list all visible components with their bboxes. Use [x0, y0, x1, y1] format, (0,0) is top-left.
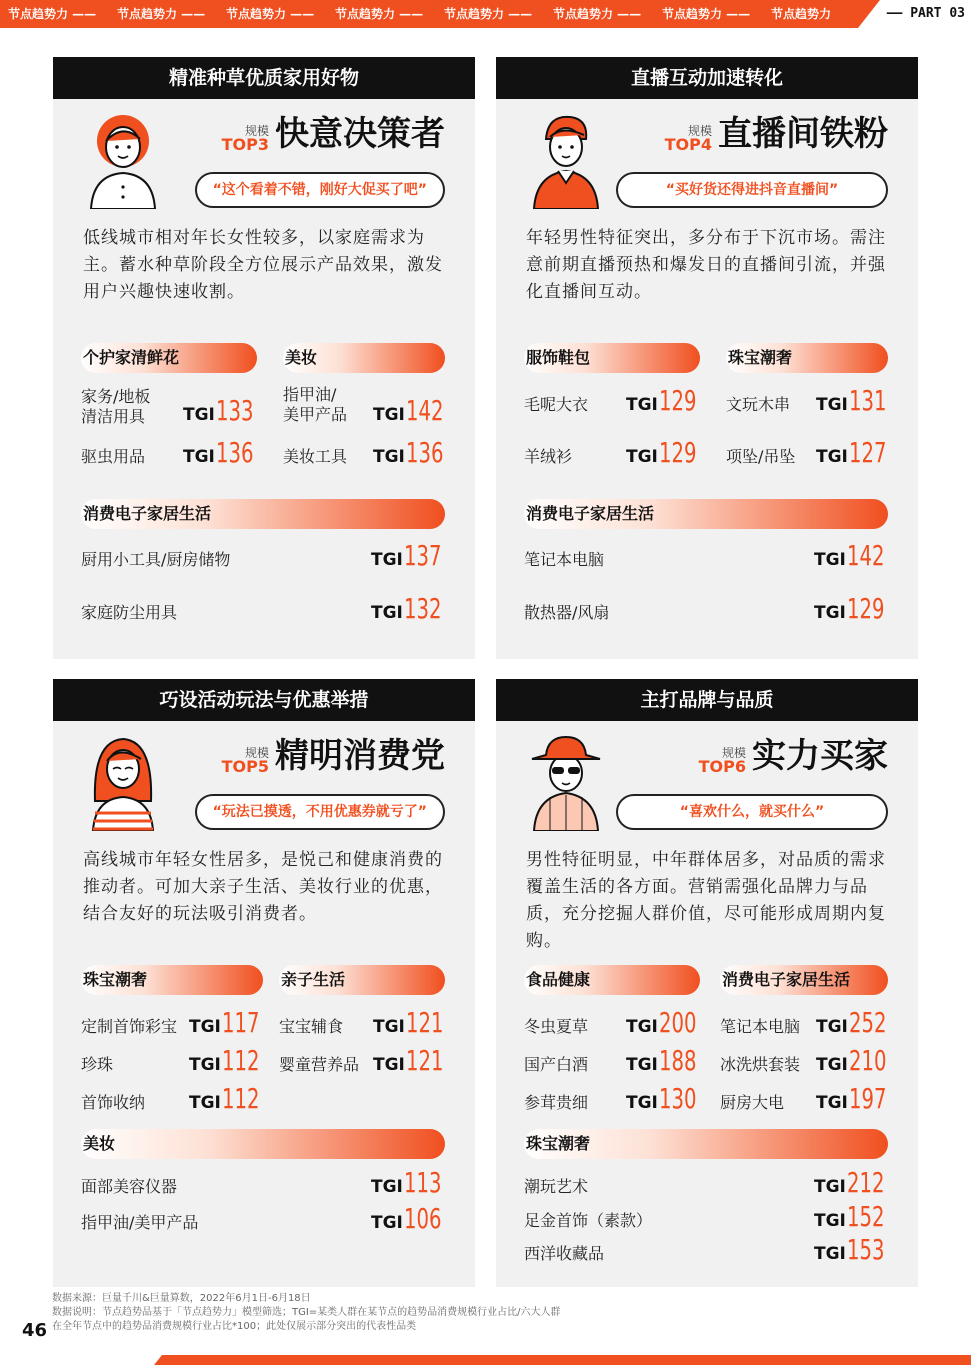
- tgi-value: [814, 592, 895, 625]
- tgi-prefix: TGI: [816, 1093, 848, 1113]
- banner-item: 节点趋势力 ——: [8, 7, 97, 21]
- category-pill: [720, 965, 888, 995]
- category-pill: [81, 1129, 445, 1159]
- tgi-prefix: TGI: [626, 395, 658, 415]
- tgi-value: [814, 1200, 895, 1233]
- tgi-number: 129: [658, 436, 697, 469]
- tgi-prefix: TGI: [626, 1055, 658, 1075]
- tgi-prefix: TGI: [626, 447, 658, 467]
- tgi-number: 252: [848, 1006, 887, 1039]
- category-label: 珠宝潮奢: [526, 1134, 591, 1153]
- category-label: 消费电子家居生活: [526, 504, 655, 523]
- tgi-value: [373, 1006, 454, 1039]
- tgi-value: [189, 1044, 270, 1077]
- rank-label: TOP4: [664, 135, 712, 154]
- tgi-prefix: TGI: [189, 1017, 221, 1037]
- banner-item: 节点趋势力 ——: [662, 7, 751, 21]
- tgi-prefix: TGI: [814, 1211, 846, 1231]
- persona-tag: [222, 115, 445, 153]
- card-header: 精准种草优质家用好物: [53, 57, 475, 99]
- tgi-prefix: TGI: [814, 603, 846, 623]
- card-header: 直播互动加速转化: [496, 57, 918, 99]
- banner-item: 节点趋势力 ——: [335, 7, 424, 21]
- top-banner: [0, 0, 971, 28]
- item-name: 驱虫用品: [81, 447, 146, 466]
- page-number: 46: [22, 1320, 48, 1341]
- item-name: 厨房大电: [720, 1093, 785, 1112]
- tgi-value: [626, 1006, 707, 1039]
- card-top6: [496, 679, 918, 1287]
- scale-label: 规模: [687, 124, 712, 138]
- tgi-prefix: TGI: [814, 1177, 846, 1197]
- tgi-number: 200: [658, 1006, 697, 1039]
- top-banner-items: [8, 5, 880, 22]
- category-label: 消费电子家居生活: [722, 970, 851, 989]
- category-label: 服饰鞋包: [526, 348, 591, 367]
- tgi-number: 112: [221, 1082, 260, 1115]
- persona-quote: “喜欢什么，就买什么”: [616, 794, 888, 830]
- tgi-number: 121: [405, 1006, 444, 1039]
- item-name: 冬虫夏草: [524, 1017, 589, 1036]
- tgi-prefix: TGI: [373, 447, 405, 467]
- category-pill: [524, 499, 888, 529]
- tgi-prefix: TGI: [626, 1093, 658, 1113]
- tgi-number: 130: [658, 1082, 697, 1115]
- category-pill: [524, 965, 700, 995]
- persona-tag: [665, 115, 888, 153]
- tgi-prefix: TGI: [371, 1213, 403, 1233]
- item-name: 家务/地板 清洁用具: [81, 387, 151, 426]
- tgi-prefix: TGI: [371, 550, 403, 570]
- tgi-number: 210: [848, 1044, 887, 1077]
- item-name: 笔记本电脑: [720, 1017, 801, 1036]
- tgi-prefix: TGI: [816, 395, 848, 415]
- tgi-prefix: TGI: [816, 447, 848, 467]
- category-pill: [81, 343, 257, 373]
- banner-item: 节点趋势力 ——: [553, 7, 642, 21]
- tgi-number: 188: [658, 1044, 697, 1077]
- card-top5: [53, 679, 475, 1287]
- rank-label: TOP6: [698, 757, 746, 776]
- tgi-value: [816, 1082, 897, 1115]
- persona-description: 低线城市相对年长女性较多，以家庭需求为主。蓄水种草阶段全方位展示产品效果，激发用户兴趣快速收割。: [83, 228, 443, 302]
- item-name: 指甲油/ 美甲产品: [283, 385, 348, 424]
- tgi-value: [816, 1044, 897, 1077]
- tgi-number: 142: [405, 394, 444, 427]
- category-pill: [524, 343, 700, 373]
- category-label: 美妆: [83, 1134, 116, 1153]
- item-name: 项坠/吊坠: [726, 447, 796, 466]
- tgi-prefix: TGI: [814, 1244, 846, 1264]
- item-name: 指甲油/美甲产品: [81, 1213, 199, 1232]
- tgi-number: 131: [848, 384, 887, 417]
- banner-item: 节点趋势力 ——: [117, 7, 206, 21]
- item-name: 国产白酒: [524, 1055, 589, 1074]
- tgi-prefix: TGI: [816, 1055, 848, 1075]
- tgi-value: [816, 436, 897, 469]
- category-label: 珠宝潮奢: [83, 970, 148, 989]
- card-header: 主打品牌与品质: [496, 679, 918, 721]
- category-label: 亲子生活: [281, 970, 346, 989]
- tgi-number: 133: [215, 394, 254, 427]
- banner-item: 节点趋势力: [771, 7, 832, 21]
- tgi-value: [371, 592, 452, 625]
- item-name: 美妆工具: [283, 447, 348, 466]
- category-label: 个护家清鲜花: [83, 348, 180, 367]
- tgi-number: 212: [846, 1166, 885, 1199]
- persona-tag: [222, 737, 445, 775]
- tgi-prefix: TGI: [183, 447, 215, 467]
- tgi-prefix: TGI: [373, 405, 405, 425]
- item-name: 笔记本电脑: [524, 550, 605, 569]
- tgi-number: 152: [846, 1200, 885, 1233]
- scale-label: 规模: [721, 746, 746, 760]
- tgi-number: 117: [221, 1006, 260, 1039]
- tgi-number: 112: [221, 1044, 260, 1077]
- tgi-number: 121: [405, 1044, 444, 1077]
- item-name: 散热器/风扇: [524, 603, 610, 622]
- rank-label: TOP5: [221, 757, 269, 776]
- scale-label: 规模: [244, 124, 269, 138]
- item-name: 西洋收藏品: [524, 1244, 605, 1263]
- category-pill: [283, 343, 445, 373]
- persona-name: 直播间铁粉: [718, 114, 888, 154]
- tgi-value: [183, 436, 264, 469]
- tgi-value: [371, 1166, 452, 1199]
- tgi-value: [626, 1044, 707, 1077]
- footnote-source: 数据来源：巨量千川&巨量算数，2022年6月1日-6月18日: [52, 1293, 311, 1304]
- tgi-number: 136: [215, 436, 254, 469]
- tgi-value: [626, 436, 707, 469]
- item-name: 足金首饰（素款）: [524, 1211, 653, 1230]
- persona-tag: [699, 737, 888, 775]
- item-name: 潮玩艺术: [524, 1177, 589, 1196]
- item-name: 定制首饰彩宝: [81, 1017, 178, 1036]
- item-name: 毛呢大衣: [524, 395, 589, 414]
- item-name: 珍珠: [81, 1055, 114, 1074]
- category-label: 食品健康: [526, 970, 591, 989]
- category-pill: [726, 343, 888, 373]
- item-name: 家庭防尘用具: [81, 603, 178, 622]
- persona-quote: “买好货还得进抖音直播间”: [616, 172, 888, 208]
- tgi-number: 197: [848, 1082, 887, 1115]
- tgi-value: [183, 394, 264, 427]
- tgi-prefix: TGI: [189, 1093, 221, 1113]
- persona-quote: “这个看着不错，刚好大促买了吧”: [195, 172, 445, 208]
- tgi-number: 137: [403, 539, 442, 572]
- tgi-number: 129: [658, 384, 697, 417]
- tgi-prefix: TGI: [189, 1055, 221, 1075]
- tgi-value: [373, 436, 454, 469]
- persona-description: 男性特征明显，中年群体居多，对品质的需求覆盖生活的各方面。营销需强化品牌力与品质，充分挖掘人群价值，尽可能形成周期内复购。: [526, 850, 886, 951]
- item-name: 冰洗烘套装: [720, 1055, 801, 1074]
- item-name: 宝宝辅食: [279, 1017, 344, 1036]
- footnote: [52, 1292, 561, 1334]
- category-label: 珠宝潮奢: [728, 348, 793, 367]
- category-pill: [524, 1129, 888, 1159]
- banner-item: 节点趋势力 ——: [226, 7, 315, 21]
- tgi-value: [814, 539, 895, 572]
- tgi-number: 106: [403, 1202, 442, 1235]
- banner-item: 节点趋势力 ——: [444, 7, 533, 21]
- tgi-number: 132: [403, 592, 442, 625]
- tgi-prefix: TGI: [183, 405, 215, 425]
- category-label: 美妆: [285, 348, 318, 367]
- tgi-value: [626, 1082, 707, 1115]
- item-name: 参茸贵细: [524, 1093, 589, 1112]
- persona-quote: “玩法已摸透，不用优惠券就亏了”: [195, 794, 445, 830]
- persona-name: 精明消费党: [275, 736, 445, 776]
- tgi-value: [814, 1166, 895, 1199]
- tgi-prefix: TGI: [373, 1055, 405, 1075]
- tgi-value: [371, 1202, 452, 1235]
- card-top4: [496, 57, 918, 659]
- young-man-avatar-icon: [526, 109, 606, 209]
- tgi-prefix: TGI: [371, 603, 403, 623]
- rank-label: TOP3: [221, 135, 269, 154]
- tgi-number: 142: [846, 539, 885, 572]
- tgi-prefix: TGI: [626, 1017, 658, 1037]
- tgi-prefix: TGI: [371, 1177, 403, 1197]
- tgi-value: [189, 1082, 270, 1115]
- item-name: 面部美容仪器: [81, 1177, 178, 1196]
- woman-long-hair-avatar-icon: [83, 731, 163, 831]
- category-pill: [81, 499, 445, 529]
- tgi-number: 113: [403, 1166, 442, 1199]
- tgi-value: [371, 539, 452, 572]
- persona-description: 高线城市年轻女性居多，是悦己和健康消费的推动者。可加大亲子生活、美妆行业的优惠，结合友好的玩法吸引消费者。: [83, 850, 443, 924]
- item-name: 厨用小工具/厨房储物: [81, 550, 231, 569]
- tgi-prefix: TGI: [814, 550, 846, 570]
- card-top3: [53, 57, 475, 659]
- bottom-bar: [162, 1355, 971, 1365]
- tgi-value: [373, 394, 454, 427]
- persona-description: 年轻男性特征突出，多分布于下沉市场。需注意前期直播预热和爆发日的直播间引流，并强化直播间互动。: [526, 228, 886, 302]
- tgi-value: [189, 1006, 270, 1039]
- persona-name: 实力买家: [752, 736, 888, 776]
- tgi-value: [626, 384, 707, 417]
- tgi-number: 136: [405, 436, 444, 469]
- tgi-value: [373, 1044, 454, 1077]
- category-label: 消费电子家居生活: [83, 504, 212, 523]
- tgi-number: 129: [846, 592, 885, 625]
- persona-name: 快意决策者: [275, 114, 445, 154]
- footnote-method: 数据说明：节点趋势品基于「节点趋势力」模型筛选；TGI=某类人群在某节点的趋势品消费规模行业占比/六大人群: [52, 1307, 561, 1318]
- footnote-method-cont: 在全年节点中的趋势品消费规模行业占比*100；此处仅展示部分突出的代表性品类: [52, 1321, 417, 1332]
- item-name: 婴童营养品: [279, 1055, 360, 1074]
- tgi-number: 153: [846, 1233, 885, 1266]
- card-header: 巧设活动玩法与优惠举措: [53, 679, 475, 721]
- tgi-value: [816, 1006, 897, 1039]
- item-name: 文玩木串: [726, 395, 791, 414]
- item-name: 羊绒衫: [524, 447, 573, 466]
- tgi-value: [814, 1233, 895, 1266]
- tgi-number: 127: [848, 436, 887, 469]
- scale-label: 规模: [244, 746, 269, 760]
- tgi-prefix: TGI: [373, 1017, 405, 1037]
- tgi-prefix: TGI: [816, 1017, 848, 1037]
- woman-avatar-icon: [83, 109, 163, 209]
- item-name: 首饰收纳: [81, 1093, 146, 1112]
- category-pill: [279, 965, 445, 995]
- man-with-hat-sunglasses-avatar-icon: [526, 731, 606, 831]
- part-label: —— PART 03: [886, 6, 965, 21]
- category-pill: [81, 965, 263, 995]
- tgi-value: [816, 384, 897, 417]
